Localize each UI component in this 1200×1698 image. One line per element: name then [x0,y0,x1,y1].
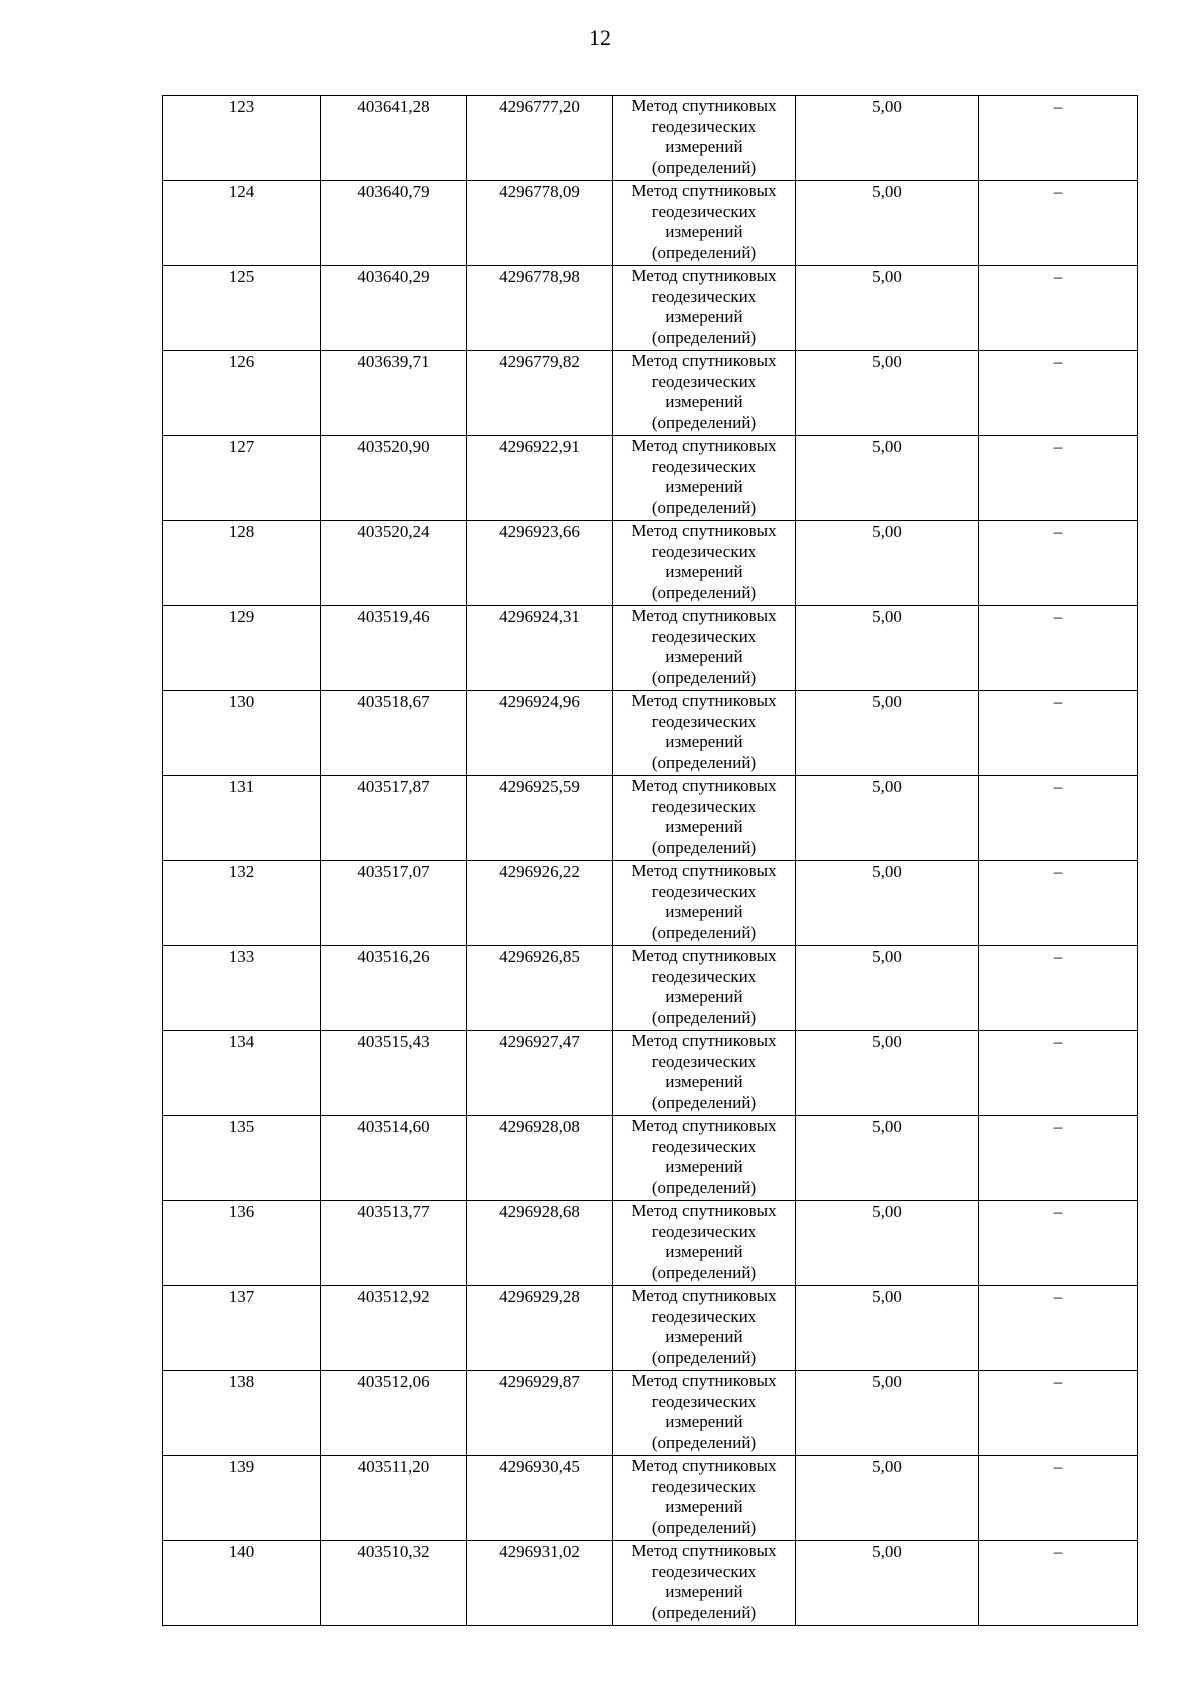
table-row [163,1116,1138,1201]
point-number-cell: 125 [163,266,321,351]
x-coordinate-cell: 403517,07 [321,861,467,946]
x-coordinate-cell: 403511,20 [321,1456,467,1541]
method-text: Метод спутниковых геодезических измерений (определений) [631,436,777,517]
accuracy-cell: 5,00 [796,351,979,436]
method-text: Метод спутниковых геодезических измерений (определений) [631,1286,777,1367]
accuracy-cell: 5,00 [796,1286,979,1371]
y-coordinate-cell: 4296928,68 [467,1201,613,1286]
x-coordinate-cell: 403520,90 [321,436,467,521]
note-cell: – [979,691,1138,776]
x-coordinate-cell: 403519,46 [321,606,467,691]
note-cell: – [979,1116,1138,1201]
method-text: Метод спутниковых геодезических измерений (определений) [631,691,777,772]
y-coordinate-cell: 4296930,45 [467,1456,613,1541]
method-text: Метод спутниковых геодезических измерений (определений) [631,521,777,602]
accuracy-cell: 5,00 [796,1201,979,1286]
table-row [163,776,1138,861]
method-text: Метод спутниковых геодезических измерений (определений) [631,606,777,687]
method-text: Метод спутниковых геодезических измерений (определений) [631,776,777,857]
accuracy-cell: 5,00 [796,266,979,351]
point-number-cell: 131 [163,776,321,861]
accuracy-cell: 5,00 [796,181,979,266]
note-cell: – [979,1371,1138,1456]
method-cell [613,1116,796,1201]
y-coordinate-cell: 4296929,87 [467,1371,613,1456]
method-cell [613,1541,796,1626]
method-cell [613,1286,796,1371]
y-coordinate-cell: 4296924,96 [467,691,613,776]
table-row [163,861,1138,946]
x-coordinate-cell: 403517,87 [321,776,467,861]
note-cell: – [979,1456,1138,1541]
y-coordinate-cell: 4296931,02 [467,1541,613,1626]
x-coordinate-cell: 403510,32 [321,1541,467,1626]
note-cell: – [979,521,1138,606]
accuracy-cell: 5,00 [796,521,979,606]
y-coordinate-cell: 4296779,82 [467,351,613,436]
accuracy-cell: 5,00 [796,691,979,776]
page-number: 12 [589,25,611,50]
note-cell: – [979,1541,1138,1626]
point-number-cell: 136 [163,1201,321,1286]
method-cell [613,181,796,266]
method-cell [613,1201,796,1286]
method-text: Метод спутниковых геодезических измерений (определений) [631,1031,777,1112]
y-coordinate-cell: 4296778,09 [467,181,613,266]
accuracy-cell: 5,00 [796,776,979,861]
y-coordinate-cell: 4296927,47 [467,1031,613,1116]
method-cell [613,351,796,436]
point-number-cell: 135 [163,1116,321,1201]
y-coordinate-cell: 4296926,22 [467,861,613,946]
accuracy-cell: 5,00 [796,606,979,691]
table-row [163,1031,1138,1116]
method-cell [613,1456,796,1541]
point-number-cell: 133 [163,946,321,1031]
y-coordinate-cell: 4296922,91 [467,436,613,521]
method-text: Метод спутниковых геодезических измерений (определений) [631,1201,777,1282]
x-coordinate-cell: 403515,43 [321,1031,467,1116]
note-cell: – [979,861,1138,946]
y-coordinate-cell: 4296923,66 [467,521,613,606]
x-coordinate-cell: 403516,26 [321,946,467,1031]
point-number-cell: 130 [163,691,321,776]
x-coordinate-cell: 403640,29 [321,266,467,351]
note-cell: – [979,1286,1138,1371]
note-cell: – [979,351,1138,436]
method-text: Метод спутниковых геодезических измерений (определений) [631,1541,777,1622]
method-text: Метод спутниковых геодезических измерений (определений) [631,351,777,432]
x-coordinate-cell: 403514,60 [321,1116,467,1201]
method-cell [613,861,796,946]
note-cell: – [979,606,1138,691]
method-text: Метод спутниковых геодезических измерений (определений) [631,266,777,347]
note-cell: – [979,96,1138,181]
point-number-cell: 126 [163,351,321,436]
point-number-cell: 134 [163,1031,321,1116]
x-coordinate-cell: 403512,06 [321,1371,467,1456]
point-number-cell: 129 [163,606,321,691]
x-coordinate-cell: 403518,67 [321,691,467,776]
table-row [163,351,1138,436]
method-cell [613,1371,796,1456]
note-cell: – [979,436,1138,521]
note-cell: – [979,946,1138,1031]
point-number-cell: 127 [163,436,321,521]
table-row [163,1201,1138,1286]
table-row [163,1371,1138,1456]
point-number-cell: 124 [163,181,321,266]
point-number-cell: 132 [163,861,321,946]
method-cell [613,1031,796,1116]
accuracy-cell: 5,00 [796,1371,979,1456]
method-cell [613,691,796,776]
note-cell: – [979,1201,1138,1286]
y-coordinate-cell: 4296926,85 [467,946,613,1031]
table-row [163,96,1138,181]
table-row [163,1456,1138,1541]
point-number-cell: 128 [163,521,321,606]
point-number-cell: 138 [163,1371,321,1456]
table-row [163,946,1138,1031]
method-cell [613,266,796,351]
method-text: Метод спутниковых геодезических измерений (определений) [631,1371,777,1452]
y-coordinate-cell: 4296924,31 [467,606,613,691]
method-text: Метод спутниковых геодезических измерений (определений) [631,1456,777,1537]
method-text: Метод спутниковых геодезических измерений (определений) [631,861,777,942]
coordinates-table [162,95,1138,1626]
accuracy-cell: 5,00 [796,1541,979,1626]
accuracy-cell: 5,00 [796,1031,979,1116]
x-coordinate-cell: 403640,79 [321,181,467,266]
accuracy-cell: 5,00 [796,436,979,521]
accuracy-cell: 5,00 [796,861,979,946]
x-coordinate-cell: 403641,28 [321,96,467,181]
table-row [163,266,1138,351]
y-coordinate-cell: 4296778,98 [467,266,613,351]
method-cell [613,96,796,181]
y-coordinate-cell: 4296928,08 [467,1116,613,1201]
point-number-cell: 139 [163,1456,321,1541]
method-cell [613,436,796,521]
method-text: Метод спутниковых геодезических измерений (определений) [631,96,777,177]
table-row [163,436,1138,521]
x-coordinate-cell: 403520,24 [321,521,467,606]
coordinates-table-body [163,96,1138,1626]
note-cell: – [979,266,1138,351]
note-cell: – [979,181,1138,266]
table-row [163,1286,1138,1371]
table-row [163,691,1138,776]
method-cell [613,606,796,691]
method-cell [613,521,796,606]
note-cell: – [979,1031,1138,1116]
method-text: Метод спутниковых геодезических измерений (определений) [631,181,777,262]
accuracy-cell: 5,00 [796,1456,979,1541]
method-text: Метод спутниковых геодезических измерений (определений) [631,1116,777,1197]
table-row [163,181,1138,266]
method-cell [613,946,796,1031]
point-number-cell: 140 [163,1541,321,1626]
table-row [163,606,1138,691]
x-coordinate-cell: 403639,71 [321,351,467,436]
point-number-cell: 123 [163,96,321,181]
method-cell [613,776,796,861]
table-row [163,1541,1138,1626]
y-coordinate-cell: 4296925,59 [467,776,613,861]
accuracy-cell: 5,00 [796,946,979,1031]
x-coordinate-cell: 403513,77 [321,1201,467,1286]
accuracy-cell: 5,00 [796,1116,979,1201]
table-row [163,521,1138,606]
y-coordinate-cell: 4296777,20 [467,96,613,181]
note-cell: – [979,776,1138,861]
x-coordinate-cell: 403512,92 [321,1286,467,1371]
y-coordinate-cell: 4296929,28 [467,1286,613,1371]
point-number-cell: 137 [163,1286,321,1371]
accuracy-cell: 5,00 [796,96,979,181]
method-text: Метод спутниковых геодезических измерений (определений) [631,946,777,1027]
